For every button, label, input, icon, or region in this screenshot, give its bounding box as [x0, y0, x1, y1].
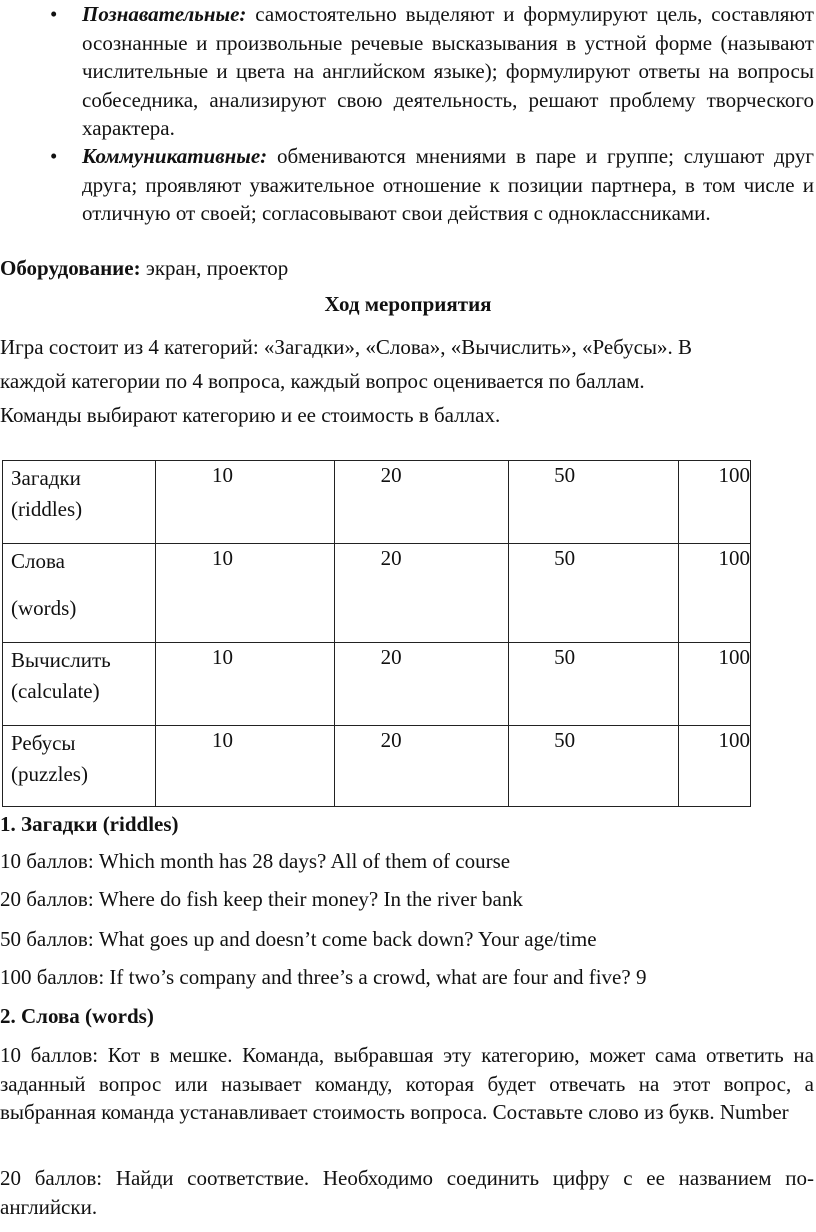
section-heading: Ход мероприятия [324, 292, 492, 316]
intro-line: каждой категории по 4 вопроса, каждый вопрос оценивается по баллам. [0, 369, 645, 393]
objective-text: самостоятельно выделяют и формулируют цель, составляют осознанные и произвольные речевые высказывания в устной форме (называют числительные и цвета на английском языке); формулируют ответы на вопросы собеседника, анализируют свою деятельность, решают проблему творческого характера. [82, 2, 814, 140]
words-question-20: 20 баллов: Найди соответствие. Необходимо соединить цифру с ее названием по-английски. [0, 1166, 814, 1219]
points-cell: 50 [509, 461, 678, 544]
category-table [2, 460, 751, 807]
intro-paragraph [0, 330, 816, 432]
riddle-question: 50 баллов: What goes up and doesn’t come back down? Your age/time [0, 927, 597, 951]
category-cell [3, 643, 156, 726]
bullet-dot-icon: • [50, 144, 58, 168]
points-cell: 20 [334, 544, 509, 643]
words-title: 2. Слова (words) [0, 1004, 154, 1028]
category-english: (calculate) [11, 679, 100, 703]
objective-lead: Коммуникативные: [82, 144, 268, 168]
points-cell: 20 [334, 726, 509, 807]
points-cell: 100 [678, 643, 751, 726]
points-cell: 10 [155, 544, 334, 643]
objective-communicative [0, 142, 816, 228]
intro-line: Команды выбирают категорию и ее стоимость в баллах. [0, 403, 501, 427]
riddle-question: 100 баллов: If two’s company and three’s a crowd, what are four and five? 9 [0, 965, 647, 989]
objective-cognitive [0, 0, 816, 143]
table-row [3, 726, 751, 807]
category-cell [3, 544, 156, 643]
riddle-question: 20 баллов: Where do fish keep their money? In the river bank [0, 887, 523, 911]
category-name: Вычислить [11, 648, 111, 672]
table-row [3, 544, 751, 643]
category-cell [3, 461, 156, 544]
objective-lead: Познавательные: [82, 2, 247, 26]
bullet-dot-icon: • [50, 2, 58, 26]
category-english: (words) [11, 596, 77, 620]
riddles-title: 1. Загадки (riddles) [0, 812, 179, 836]
points-cell: 50 [509, 643, 678, 726]
points-cell: 20 [334, 643, 509, 726]
category-name: Ребусы [11, 731, 76, 755]
points-cell: 10 [155, 643, 334, 726]
points-cell: 10 [155, 461, 334, 544]
points-cell: 20 [334, 461, 509, 544]
riddle-question: 10 баллов: Which month has 28 days? All of them of course [0, 849, 511, 873]
category-english: (puzzles) [11, 762, 88, 786]
points-cell: 10 [155, 726, 334, 807]
category-english: (riddles) [11, 497, 83, 521]
points-cell: 50 [509, 544, 678, 643]
table-row [3, 643, 751, 726]
equipment-value: экран, проектор [145, 256, 289, 280]
category-name: Слова [11, 549, 65, 573]
points-cell: 100 [678, 461, 751, 544]
category-name: Загадки [11, 466, 81, 490]
points-cell: 100 [678, 544, 751, 643]
table-row [3, 461, 751, 544]
equipment-line [0, 256, 288, 281]
equipment-label: Оборудование: [0, 256, 141, 280]
objective-text: обмениваются мнениями в паре и группе; слушают друг друга; проявляют уважительное отношение к позиции партнера, в том числе и отличную от своей; согласовывают свои действия с одноклассниками. [82, 144, 815, 225]
points-cell: 50 [509, 726, 678, 807]
category-cell [3, 726, 156, 807]
intro-line: Игра состоит из 4 категорий: «Загадки», «Слова», «Вычислить», «Ребусы». В [0, 335, 693, 359]
points-cell: 100 [678, 726, 751, 807]
words-question-10: 10 баллов: Кот в мешке. Команда, выбравшая эту категорию, может сама ответить на заданный вопрос или называет команду, которая будет отвечать на этот вопрос, а выбранная команда устанавливает стоимость вопроса. Составьте слово из букв. Number [0, 1043, 814, 1124]
